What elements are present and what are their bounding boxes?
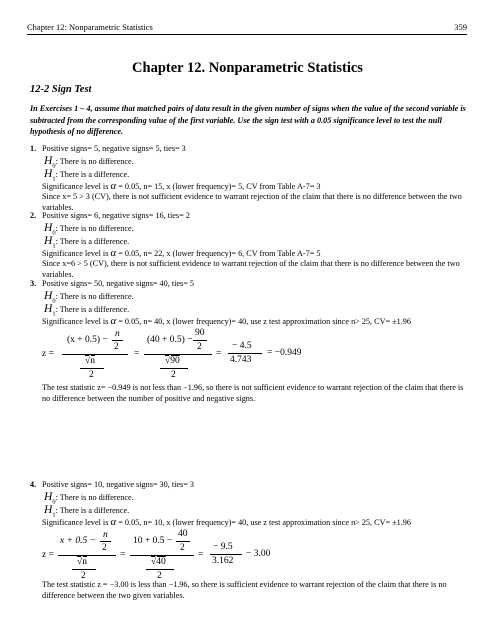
header-rule: [27, 34, 467, 35]
formula-denominator-1: √n: [77, 557, 87, 568]
significance-label: Significance level is: [42, 181, 109, 191]
alt-hypothesis: : There is a difference.: [55, 169, 130, 179]
exercise-number: 2.: [30, 211, 37, 220]
conclusion: The test statistic z= −0.949 is not less than −1.96, so there is not sufficient evidence to warrant rejection of the claim that there is no difference between the number of positive and negative signs.: [42, 383, 464, 403]
formula-numerator-2: (40 + 0.5) −: [147, 335, 193, 346]
formula-n2-over: 90: [195, 328, 205, 339]
formula-z: z =: [42, 550, 54, 561]
significance-label: Significance level is: [42, 316, 109, 326]
significance-details: = 0.05, n= 15, x (lower frequency)= 5, CV from Table A-7= 3: [118, 181, 321, 191]
formula-denominator-3: 3.162: [212, 556, 234, 567]
significance-label: Significance level is: [42, 248, 109, 258]
exercise-given: Positive signs= 10, negative signs= 30, ties= 3: [42, 480, 194, 489]
formula-denominator-2: √40: [151, 557, 166, 568]
formula-numerator-1: (x + 0.5) −: [67, 335, 108, 346]
conclusion: The test statistic z = −3.00 is less than −1.96, so there is sufficient evidence to warrant rejection of the claim that there is no difference between the two given variables.: [42, 580, 447, 600]
alt-hypothesis-symbol: $H_1$: [44, 167, 56, 182]
running-header: Chapter 12: Nonparametric Statistics: [27, 22, 153, 32]
alt-hypothesis-symbol: $H_1$: [44, 234, 56, 249]
significance-details: = 0.05, n= 40, x (lower frequency)= 40, use z test approximation since n> 25, CV= ±1.96: [118, 316, 411, 326]
z-formula: [30, 327, 470, 383]
fraction-bar: [176, 541, 190, 542]
z-formula: [30, 528, 470, 580]
fraction-bar: [210, 554, 242, 555]
formula-numerator-3: − 4.5: [232, 341, 252, 352]
exercise-2: [30, 211, 470, 280]
formula-denominator-two: 2: [89, 370, 94, 381]
fraction-bar: [80, 368, 104, 369]
alt-hypothesis: : There is a difference.: [55, 304, 130, 314]
exercise-number: 1.: [30, 144, 37, 153]
formula-two: 2: [102, 543, 107, 554]
page-number: 359: [454, 22, 467, 32]
formula-denominator-two: 2: [81, 571, 86, 582]
formula-denominator-1: √n: [85, 356, 95, 367]
fraction-bar: [228, 353, 262, 354]
fraction-bar: [112, 340, 123, 341]
formula-numerator-3: − 9.5: [213, 542, 233, 553]
conclusion: Since x=6 > 5 (CV), there is not sufficient evidence to warrant rejection of the claim that there is no difference between the two variables.: [42, 259, 460, 279]
formula-two: 2: [197, 342, 202, 353]
significance-details: = 0.05, n= 22, x (lower frequency)= 6, CV from Table A-7= 5: [118, 248, 321, 258]
fraction-bar: [58, 555, 116, 556]
null-hypothesis: : There is no difference.: [55, 492, 134, 502]
alt-hypothesis: : There is a difference.: [55, 505, 130, 515]
formula-denominator-2: √90: [165, 356, 180, 367]
null-hypothesis: : There is no difference.: [55, 223, 134, 233]
fraction-bar: [160, 368, 188, 369]
formula-result: − 3.00: [246, 549, 271, 560]
exercise-3: [30, 279, 470, 404]
significance-details: = 0.05, n= 10, x (lower frequency)= 40, use z test approximation since n> 25, CV= ±1.96: [118, 517, 411, 527]
formula-equals: =: [120, 550, 126, 561]
null-hypothesis-symbol: $H_0$: [44, 289, 56, 304]
exercise-given: Positive signs= 50, negative signs= 40, ties= 5: [42, 279, 194, 288]
exercise-given: Positive signs= 6, negative signs= 16, ties= 2: [42, 211, 190, 220]
fraction-bar: [72, 569, 96, 570]
formula-equals: =: [216, 349, 222, 360]
formula-denominator-two: 2: [171, 370, 176, 381]
formula-result: = −0.949: [267, 348, 302, 359]
formula-z: z =: [42, 349, 54, 360]
formula-two: 2: [180, 543, 185, 554]
formula-numerator-1: x + 0.5 −: [60, 536, 97, 547]
section-title: 12-2 Sign Test: [30, 84, 92, 95]
significance-label: Significance level is: [42, 517, 109, 527]
formula-n-over: n: [103, 530, 108, 541]
exercise-number: 4.: [30, 480, 37, 489]
formula-two: 2: [114, 342, 119, 353]
alt-hypothesis: : There is a difference.: [55, 236, 130, 246]
fraction-bar: [146, 569, 174, 570]
fraction-bar: [193, 340, 207, 341]
fraction-bar: [100, 541, 111, 542]
formula-equals: =: [198, 550, 204, 561]
intro-paragraph: In Exercises 1 – 4, assume that matched pairs of data result in the given number of signs when the value of the second variable is subtracted from the corresponding value of the first variable. Use the sign test with a 0.05 significance level to test the null hypothesis of no difference.: [30, 104, 466, 136]
alpha-symbol: α: [110, 314, 117, 327]
null-hypothesis: : There is no difference.: [55, 156, 134, 166]
fraction-bar: [62, 354, 128, 355]
null-hypothesis-symbol: $H_0$: [44, 154, 56, 169]
chapter-title: Chapter 12. Nonparametric Statistics: [132, 60, 363, 76]
exercise-number: 3.: [30, 279, 37, 288]
alpha-symbol: α: [110, 246, 117, 259]
formula-denominator-3: 4.743: [230, 355, 252, 366]
alpha-symbol: α: [110, 179, 117, 192]
null-hypothesis-symbol: $H_0$: [44, 490, 56, 505]
alt-hypothesis-symbol: $H_1$: [44, 503, 56, 518]
alt-hypothesis-symbol: $H_1$: [44, 302, 56, 317]
exercise-given: Positive signs= 5, negative signs= 5, ties= 3: [42, 144, 186, 153]
formula-n2-over: 40: [178, 529, 188, 540]
null-hypothesis: : There is no difference.: [55, 291, 134, 301]
formula-n-over: n: [115, 329, 120, 340]
formula-numerator-2: 10 + 0.5 −: [133, 536, 173, 547]
formula-equals: =: [134, 349, 140, 360]
formula-denominator-two: 2: [157, 571, 162, 582]
exercise-4: [30, 480, 470, 601]
alpha-symbol: α: [110, 515, 117, 528]
null-hypothesis-symbol: $H_0$: [44, 221, 56, 236]
conclusion: Since x= 5 > 3 (CV), there is not sufficient evidence to warrant rejection of the claim that there is no difference between the two variables.: [42, 192, 462, 212]
exercise-1: [30, 144, 470, 213]
